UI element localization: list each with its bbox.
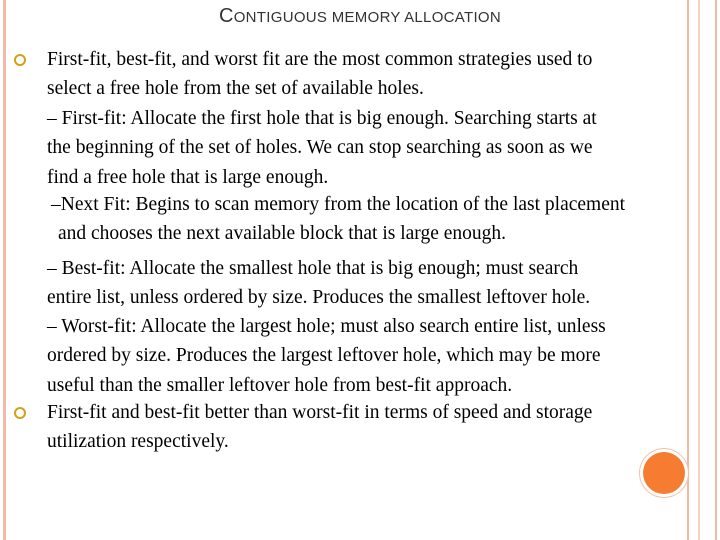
bullet-1-line-1: First-fit, best-fit, and worst fit are the most common strategies used to <box>47 49 593 70</box>
left-frame-line <box>3 0 6 540</box>
title-text-1: ONTIGUOUS MEMORY <box>233 9 405 26</box>
worst-fit-line-3: useful than the smaller leftover hole from best-fit approach. <box>47 374 513 396</box>
first-fit-line-2: the beginning of the set of holes. We can stop searching as soon as we <box>47 137 593 159</box>
slide-title <box>0 5 720 28</box>
next-fit-line-1: –Next Fit: Begins to scan memory from the location of the last placement <box>51 194 626 215</box>
best-fit-line-1: – Best-fit: Allocate the smallest hole that is big enough; must search <box>47 258 579 279</box>
bullet-2-text <box>47 398 592 457</box>
accent-circle <box>643 452 685 494</box>
worst-fit-line-1: – Worst-fit: Allocate the largest hole; must also search entire list, unless <box>47 316 606 337</box>
bullet-1-text <box>47 45 592 104</box>
worst-fit-item <box>47 312 606 400</box>
worst-fit-line-2: ordered by size. Produces the largest leftover hole, which may be more <box>47 345 601 367</box>
bullet-2-line-2: utilization respectively. <box>47 431 229 453</box>
bullet-1-line-2: select a free hole from the set of available holes. <box>47 78 424 100</box>
first-fit-line-1: – First-fit: Allocate the first hole that is big enough. Searching starts at <box>47 108 597 129</box>
bullet-2-line-1: First-fit and best-fit better than worst-fit in terms of speed and storage <box>47 402 593 423</box>
title-text-2: ALLOCATION <box>404 9 502 26</box>
next-fit-item <box>51 190 625 249</box>
right-frame-border <box>687 0 717 540</box>
best-fit-line-2: entire list, unless ordered by size. Produces the smallest leftover hole. <box>47 287 591 309</box>
best-fit-item <box>47 254 590 313</box>
next-fit-line-2: and chooses the next available block that is large enough. <box>58 223 507 245</box>
first-fit-line-3: find a free hole that is large enough. <box>47 166 329 188</box>
title-first-letter: C <box>218 5 234 27</box>
bullet-circle-icon <box>14 54 26 66</box>
first-fit-item <box>47 104 597 192</box>
bullet-circle-icon <box>14 407 26 419</box>
